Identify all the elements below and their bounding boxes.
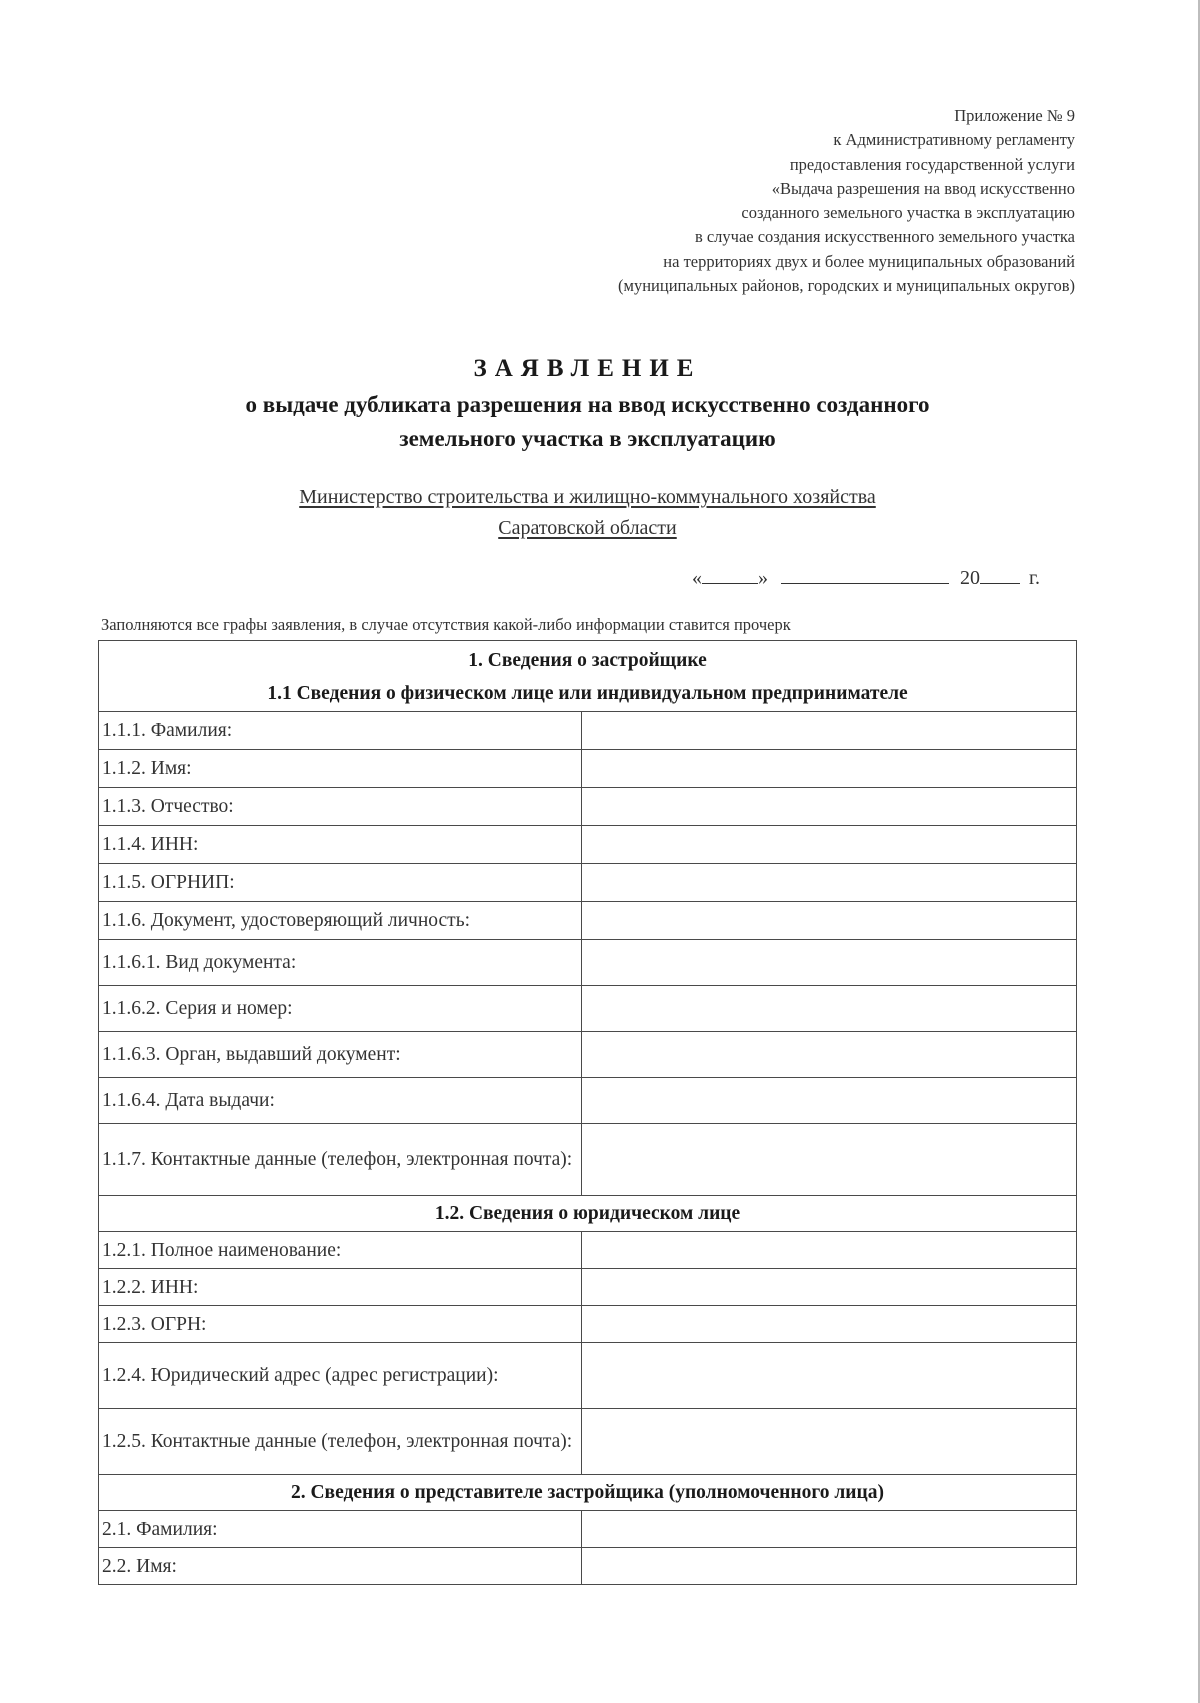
field-value-cell[interactable] xyxy=(582,826,1077,864)
date-close-quote: » xyxy=(758,567,768,589)
field-label: 1.1.3. Отчество: xyxy=(99,788,582,826)
date-open-quote: « xyxy=(692,567,702,589)
authority-line: Министерство строительства и жилищно-коммунального хозяйства xyxy=(299,486,876,508)
document-title: ЗАЯВЛЕНИЕ xyxy=(473,355,702,382)
table-row xyxy=(99,750,1077,788)
table-row xyxy=(99,1409,1077,1475)
field-value-cell[interactable] xyxy=(582,1232,1077,1269)
annex-line: к Административному регламенту xyxy=(833,130,1075,150)
field-value-cell[interactable] xyxy=(582,1409,1077,1475)
section-header-row xyxy=(99,641,1077,679)
date-year-suffix: г. xyxy=(1029,567,1040,589)
annex-line: Приложение № 9 xyxy=(954,106,1075,125)
field-value-cell[interactable] xyxy=(582,788,1077,826)
table-row xyxy=(99,1511,1077,1548)
application-form-table xyxy=(98,640,1077,1585)
field-value-cell[interactable] xyxy=(582,1078,1077,1124)
table-row xyxy=(99,902,1077,940)
section-1-2-title: 1.2. Сведения о юридическом лице xyxy=(99,1196,1077,1232)
table-row xyxy=(99,788,1077,826)
field-value-cell[interactable] xyxy=(582,750,1077,788)
table-row xyxy=(99,826,1077,864)
field-value-cell[interactable] xyxy=(582,986,1077,1032)
subtitle-line: земельного участка в эксплуатацию xyxy=(399,426,776,451)
field-label: 1.1.6.3. Орган, выдавший документ: xyxy=(99,1032,582,1078)
field-value-cell[interactable] xyxy=(582,902,1077,940)
table-row xyxy=(99,712,1077,750)
field-label: 1.2.3. ОГРН: xyxy=(99,1306,582,1343)
section-header-row xyxy=(99,1196,1077,1232)
field-label: 2.1. Фамилия: xyxy=(99,1511,582,1548)
annex-line: «Выдача разрешения на ввод искусственно xyxy=(771,178,1075,198)
field-label: 1.1.6.2. Серия и номер: xyxy=(99,986,582,1032)
subtitle-line: о выдаче дубликата разрешения на ввод искусственно созданного xyxy=(245,392,930,417)
date-month-field[interactable] xyxy=(781,567,949,584)
field-label: 1.2.1. Полное наименование: xyxy=(99,1232,582,1269)
field-value-cell[interactable] xyxy=(582,940,1077,986)
field-label: 1.1.6. Документ, удостоверяющий личность: xyxy=(99,902,582,940)
table-row xyxy=(99,1548,1077,1585)
field-value-cell[interactable] xyxy=(582,1306,1077,1343)
annex-header xyxy=(618,104,1075,298)
table-row xyxy=(99,1269,1077,1306)
field-label: 1.1.6.4. Дата выдачи: xyxy=(99,1078,582,1124)
section-header-row xyxy=(99,1475,1077,1511)
field-value-cell[interactable] xyxy=(582,1269,1077,1306)
field-value-cell[interactable] xyxy=(582,1511,1077,1548)
field-label: 1.1.5. ОГРНИП: xyxy=(99,864,582,902)
table-row xyxy=(99,986,1077,1032)
date-line xyxy=(692,567,1040,590)
table-row xyxy=(99,940,1077,986)
field-value-cell[interactable] xyxy=(582,712,1077,750)
authority-name xyxy=(0,482,1175,544)
table-row xyxy=(99,1078,1077,1124)
field-label: 1.2.2. ИНН: xyxy=(99,1269,582,1306)
date-year-field[interactable] xyxy=(980,567,1020,584)
field-value-cell[interactable] xyxy=(582,1343,1077,1409)
document-subtitle xyxy=(0,388,1175,456)
field-label: 1.1.1. Фамилия: xyxy=(99,712,582,750)
annex-line: предоставления государственной услуги xyxy=(789,154,1075,174)
table-row xyxy=(99,1124,1077,1196)
section-1-1-title: 1.1 Сведения о физическом лице или индивидуальном предпринимателе xyxy=(99,678,1077,712)
table-row xyxy=(99,1306,1077,1343)
field-value-cell[interactable] xyxy=(582,1548,1077,1585)
date-year-prefix: 20 xyxy=(960,567,980,589)
table-row xyxy=(99,1032,1077,1078)
field-value-cell[interactable] xyxy=(582,1124,1077,1196)
field-label: 2.2. Имя: xyxy=(99,1548,582,1585)
field-value-cell[interactable] xyxy=(582,1032,1077,1078)
field-label: 1.1.6.1. Вид документа: xyxy=(99,940,582,986)
annex-line: созданного земельного участка в эксплуатацию xyxy=(741,203,1075,223)
field-label: 1.2.5. Контактные данные (телефон, электронная почта): xyxy=(99,1409,582,1475)
field-value-cell[interactable] xyxy=(582,864,1077,902)
field-label: 1.1.4. ИНН: xyxy=(99,826,582,864)
table-row xyxy=(99,1343,1077,1409)
field-label: 1.1.2. Имя: xyxy=(99,750,582,788)
section-2-title: 2. Сведения о представителе застройщика (уполномоченного лица) xyxy=(99,1475,1077,1511)
field-label: 1.2.4. Юридический адрес (адрес регистрации): xyxy=(99,1343,582,1409)
annex-line: на территориях двух и более муниципальных образований xyxy=(663,251,1075,271)
section-1-title: 1. Сведения о застройщике xyxy=(99,641,1077,679)
table-row xyxy=(99,1232,1077,1269)
table-row xyxy=(99,864,1077,902)
fill-instruction: Заполняются все графы заявления, в случае отсутствия какой-либо информации ставится прочерк xyxy=(101,615,791,634)
authority-line: Саратовской области xyxy=(498,517,677,539)
annex-line: в случае создания искусственного земельного участка xyxy=(694,227,1075,247)
annex-line: (муниципальных районов, городских и муниципальных округов) xyxy=(618,276,1075,296)
date-day-field[interactable] xyxy=(702,567,758,584)
field-label: 1.1.7. Контактные данные (телефон, электронная почта): xyxy=(99,1124,582,1196)
section-header-row xyxy=(99,678,1077,712)
